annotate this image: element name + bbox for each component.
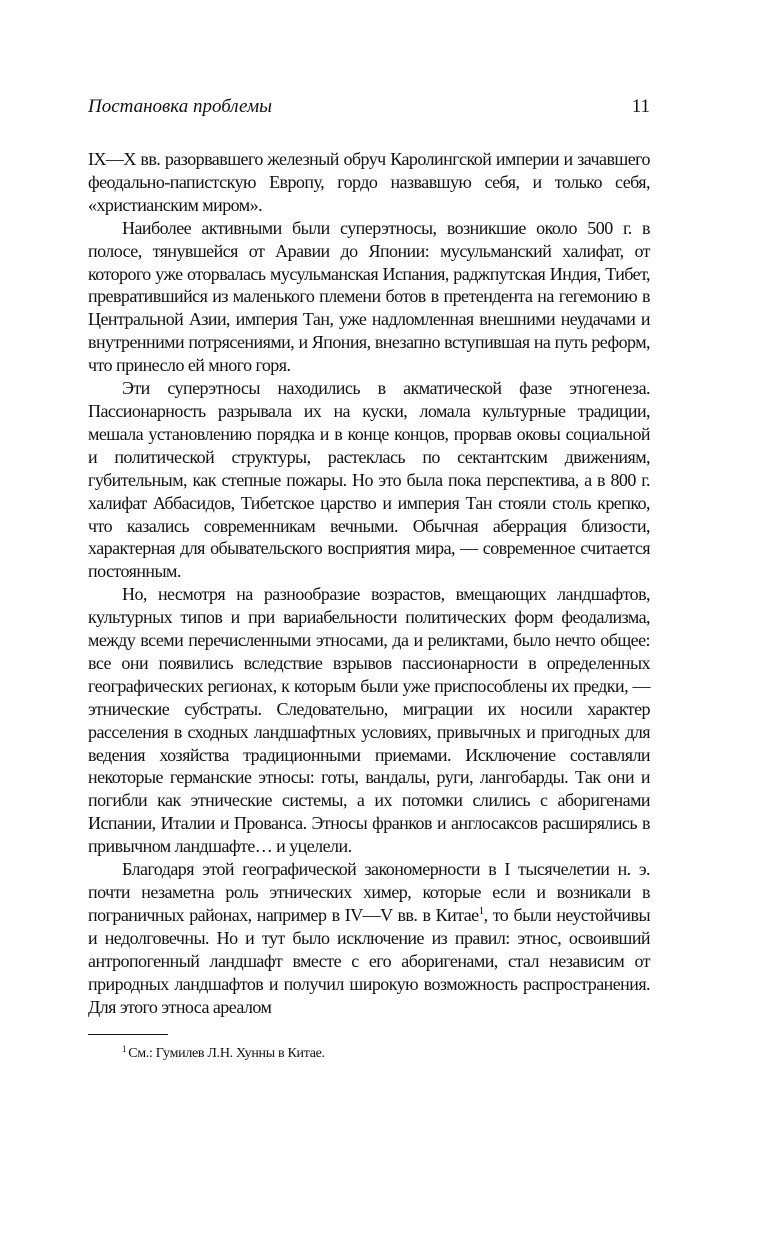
footnote-mark: 1: [122, 1043, 127, 1054]
page-number: 11: [631, 96, 650, 117]
paragraph-5: [88, 858, 650, 1018]
footnote-reference[interactable]: 1: [478, 904, 484, 917]
paragraph-1: IX—X вв. разорвавшего железный обруч Каролингской империи и зачавшего феодально-папистскую Европу, гордо назвавшую себя, и только себя, «христианским миром».: [88, 149, 650, 215]
paragraph-2: Наиболее активными были суперэтносы, возникшие около 500 г. в полосе, тянувшейся от Аравии до Японии: мусульманский халифат, от которого уже оторвалась мусульманская Испания, раджпутская Индия, Тибет, превратившийся из маленького племени ботов в претендента на гегемонию в Центральной Азии, империя Тан, уже надломленная внешними неудачами и внутренними потрясениями, и Япония, внезапно вступившая на путь реформ, что принесло ей много горя.: [88, 217, 650, 376]
footnote: [88, 1045, 650, 1063]
running-title: Постановка проблемы: [88, 96, 272, 117]
footnote-divider: [88, 1034, 168, 1035]
paragraph-3: Эти суперэтносы находились в акматической фазе этногенеза. Пассионарность разрывала их на куски, ломала культурные традиции, мешала установлению порядка и в конце концов, прорвав оковы социальной и политической структуры, растеклась по сектантским движениям, губительным, как степные пожары. Но это была пока перспектива, а в 800 г. халифат Аббасидов, Тибетское царство и империя Тан стояли столь крепко, что казались современникам вечными. Обычная аберрация близости, характерная для обывательского восприятия мира, — современное считается постоянным.: [88, 378, 650, 582]
paragraph-5-part-2: , то были неустойчивы и недолговечны. Но и тут было исключение из правил: этнос, освоивший антропогенный ландшафт вместе с его аборигенами, стал независим от природных ландшафтов и получил широкую возможность распространения. Для этого этноса ареалом: [88, 904, 650, 1017]
footnote-text: См.: Гумилев Л.Н. Хунны в Китае.: [128, 1046, 325, 1062]
running-head: [88, 96, 650, 138]
book-page: [88, 96, 650, 1063]
body-text: [88, 148, 650, 1018]
paragraph-4: Но, несмотря на разнообразие возрастов, вмещающих ландшафтов, культурных типов и при вариабельности политических форм феодализма, между всеми перечисленными этносами, да и реликтами, было нечто общее: все они появились вследствие взрывов пассионарности в определенных географических регионах, к которым были уже приспособлены их предки, — этнические субстраты. Следовательно, миграции их носили характер расселения в сходных ландшафтных условиях, привычных и пригодных для ведения хозяйства традиционными приемами. Исключение составляли некоторые германские этносы: готы, вандалы, руги, лангобарды. Так они и погибли как этнические системы, а их потомки слились с аборигенами Испании, Италии и Прованса. Этносы франков и англосаксов расширялись в привычном ландшафте… и уцелели.: [88, 584, 650, 857]
paragraph-5-part-1: Благодаря этой географической закономерности в I тысячелетии н. э. почти незаметна роль этнических химер, которые если и возникали в пограничных районах, например в IV—V вв. в Китае: [88, 859, 650, 925]
